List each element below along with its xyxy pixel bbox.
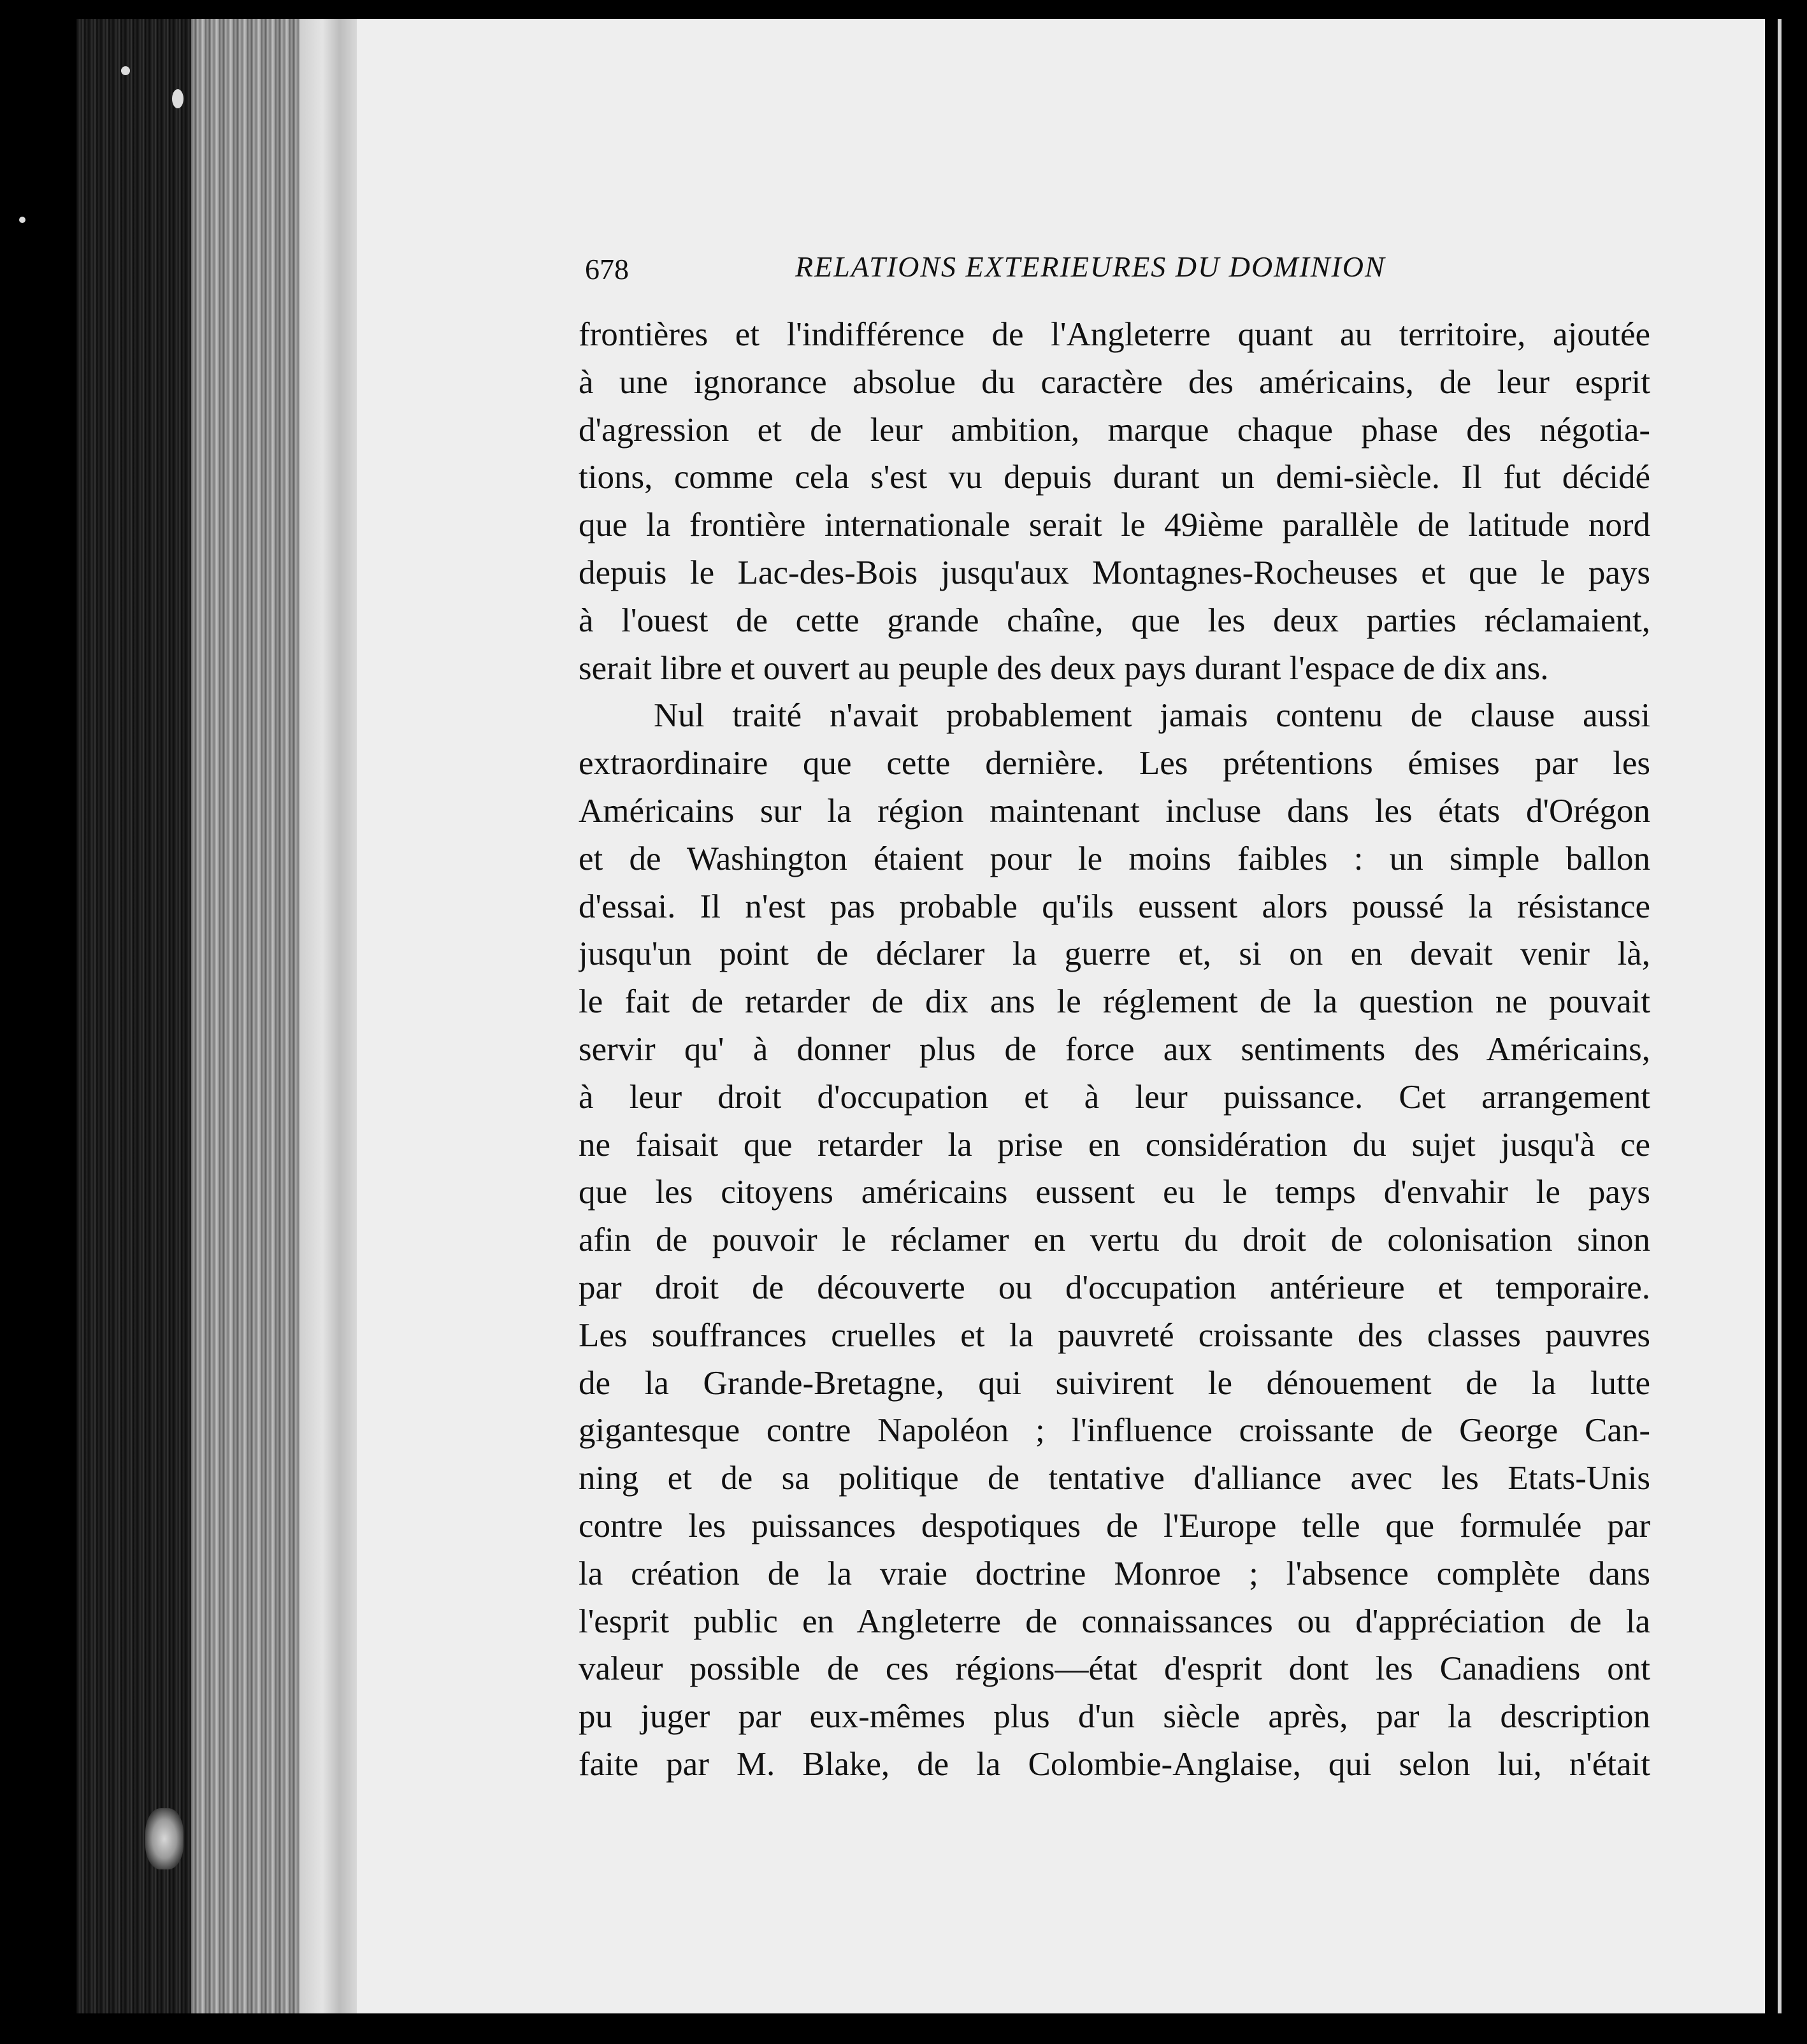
text-line: Nul traité n'avait probablement jamais contenu de clause aussi [654,697,1650,735]
text-line: d'essai. Il n'est pas probable qu'ils eussent alors poussé la résistance [579,888,1650,925]
text-line: afin de pouvoir le réclamer en vertu du droit de colonisation sinon [579,1221,1650,1259]
text-line: le fait de retarder de dix ans le réglement de la question ne pouvait [579,983,1650,1021]
right-margin-dark [1765,19,1807,2013]
text-line: extraordinaire que cette dernière. Les prétentions émises par les [579,745,1650,782]
text-line: gigantesque contre Napoléon ; l'influence croissante de George Can- [579,1412,1650,1450]
text-line: contre les puissances despotiques de l'Europe telle que formulée par [579,1507,1650,1544]
text-line: jusqu'un point de déclarer la guerre et, si on en devait venir là, [579,935,1650,973]
text-line: frontières et l'indifférence de l'Angleterre quant au territoire, ajoutée [579,316,1650,353]
page-header [585,250,1649,294]
text-line: de la Grande-Bretagne, qui suivirent le dénouement de la lutte [579,1364,1650,1402]
text-line: d'agression et de leur ambition, marque chaque phase des négotia- [579,411,1650,449]
text-line: que la frontière internationale serait le 49ième parallèle de latitude nord [579,507,1650,544]
text-line: la création de la vraie doctrine Monroe ; l'absence complète dans [579,1555,1650,1592]
body-text [579,311,1650,1788]
text-line: pu juger par eux-mêmes plus d'un siècle après, par la description [579,1698,1650,1736]
text-line: que les citoyens américains eussent eu le temps d'envahir le pays [579,1174,1650,1211]
text-line: l'esprit public en Angleterre de connaissances ou d'appréciation de la [579,1602,1650,1640]
text-line: ne faisait que retarder la prise en considération du sujet jusqu'à ce [579,1126,1650,1163]
text-line: et de Washington étaient pour le moins faibles : un simple ballon [579,840,1650,877]
speck [121,66,130,75]
text-line: serait libre et ouvert au peuple des deux pays durant l'espace de dix ans. [579,649,1549,687]
page-number: 678 [585,253,629,285]
text-line: depuis le Lac-des-Bois jusqu'aux Montagnes-Rocheuses et que le pays [579,554,1650,591]
page-blot [145,1808,184,1869]
text-line: valeur possible de ces régions—état d'esprit dont les Canadiens ont [579,1650,1650,1688]
text-line: ning et de sa politique de tentative d'alliance avec les Etats-Unis [579,1460,1650,1497]
right-margin-line [1778,19,1782,2013]
text-line: à l'ouest de cette grande chaîne, que les deux parties réclamaient, [579,601,1650,639]
text-line: Les souffrances cruelles et la pauvreté croissante des classes pauvres [579,1316,1650,1354]
speck [172,89,184,108]
speck [19,217,25,223]
text-line: servir qu' à donner plus de force aux sentiments des Américains, [579,1030,1650,1068]
running-title: RELATIONS EXTERIEURES DU DOMINION [795,250,1386,283]
text-line: à leur droit d'occupation et à leur puissance. Cet arrangement [579,1078,1650,1116]
text-line: par droit de découverte ou d'occupation antérieure et temporaire. [579,1269,1650,1306]
text-line: tions, comme cela s'est vu depuis durant un demi-siècle. Il fut décidé [579,459,1650,496]
page-edge-highlight [299,19,357,2013]
text-line: Américains sur la région maintenant incluse dans les états d'Orégon [579,792,1650,830]
text-line: à une ignorance absolue du caractère des américains, de leur esprit [579,363,1650,401]
text-line: faite par M. Blake, de la Colombie-Anglaise, qui selon lui, n'était [579,1745,1650,1783]
